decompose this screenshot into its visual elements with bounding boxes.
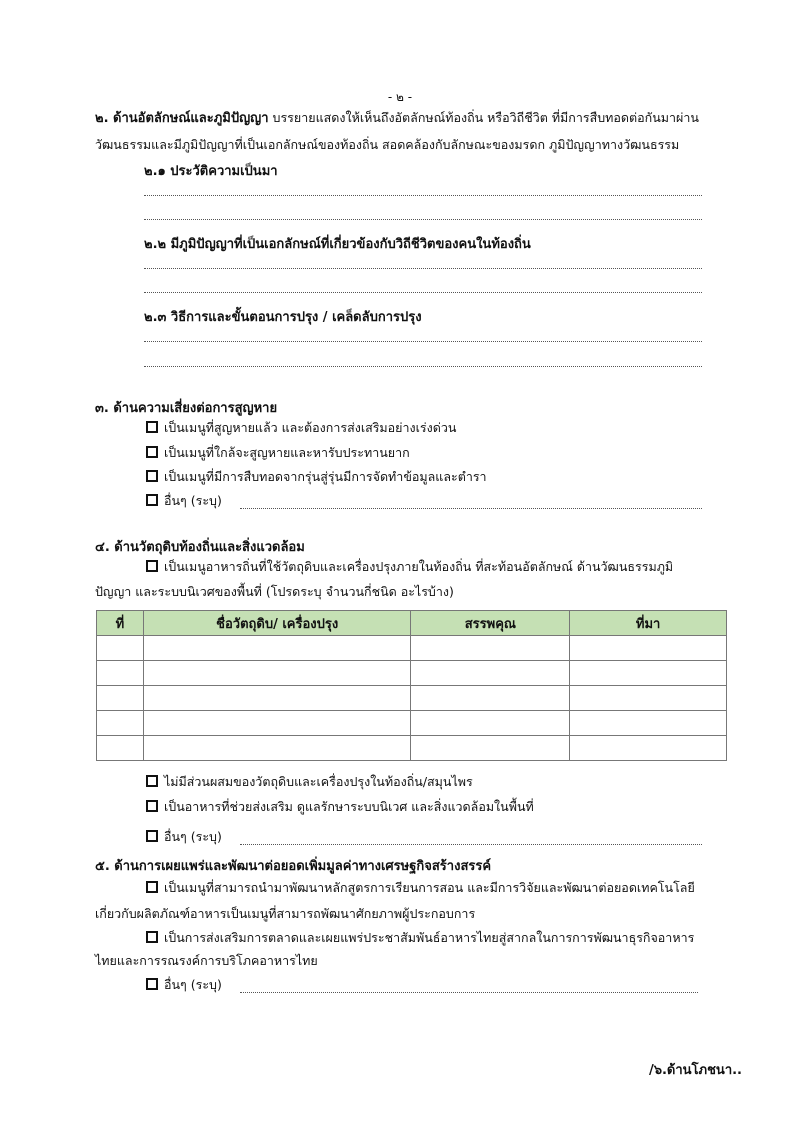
option-label: เป็นเมนูที่ใกล้จะสูญหายและหารับประทานยาก bbox=[164, 445, 410, 460]
column-header-properties: สรรพคุณ bbox=[411, 611, 570, 636]
column-header-ingredient: ชื่อวัตถุดิบ/ เครื่องปรุง bbox=[143, 611, 411, 636]
table-row bbox=[97, 636, 727, 661]
option-label: อื่นๆ (ระบุ) bbox=[164, 977, 222, 992]
section2-intro-text: บรรยายแสดงให้เห็นถึงอัตลักษณ์ท้องถิ่น หรือวิถีชีวิต ที่มีการสืบทอดต่อกันมาผ่าน bbox=[268, 110, 699, 125]
section2-intro-line2: วัฒนธรรมและมีภูมิปัญญาที่เป็นเอกลักษณ์ของท้องถิ่น สอดคล้องกับลักษณะของมรดก ภูมิปัญญาทางวัฒนธรรม bbox=[95, 137, 680, 152]
option-label: เป็นอาหารที่ช่วยส่งเสริม ดูแลรักษาระบบนิเวศ และสิ่งแวดล้อมในพื้นที่ bbox=[164, 799, 534, 814]
option-label: เป็นการส่งเสริมการตลาดและเผยแพร่ประชาสัมพันธ์อาหารไทยสู่สากลในการการพัฒนาธุรกิจอาหาร bbox=[164, 930, 695, 945]
option-label: อื่นๆ (ระบุ) bbox=[164, 493, 222, 508]
other-specify-line[interactable] bbox=[240, 992, 698, 993]
section4-heading: ๔. ด้านวัตถุดิบท้องถิ่นและสิ่งแวดล้อม bbox=[95, 540, 305, 555]
page-number: - ๒ - bbox=[387, 90, 413, 104]
checkbox[interactable] bbox=[146, 494, 158, 506]
option-label: เป็นเมนูที่มีการสืบทอดจากรุ่นสู่รุ่นมีการจัดทำข้อมูลและตำรา bbox=[164, 469, 487, 484]
answer-line[interactable] bbox=[144, 219, 702, 220]
table-cell[interactable] bbox=[143, 736, 411, 761]
section3-option-other[interactable] bbox=[146, 493, 222, 509]
section4-option-2[interactable] bbox=[146, 774, 473, 790]
table-cell[interactable] bbox=[143, 636, 411, 661]
table-row bbox=[97, 736, 727, 761]
table-cell[interactable] bbox=[143, 711, 411, 736]
section5-option-2[interactable] bbox=[146, 930, 694, 946]
checkbox[interactable] bbox=[146, 931, 158, 943]
ingredients-table bbox=[96, 610, 727, 761]
column-header-source: ที่มา bbox=[570, 611, 727, 636]
option-label: ไม่มีส่วนผสมของวัตถุดิบและเครื่องปรุงในท้องถิ่น/สมุนไพร bbox=[164, 774, 473, 789]
answer-line[interactable] bbox=[144, 268, 702, 269]
table-cell[interactable] bbox=[143, 661, 411, 686]
table-cell[interactable] bbox=[570, 711, 727, 736]
other-specify-line[interactable] bbox=[240, 508, 702, 509]
section4-option-other[interactable] bbox=[146, 829, 222, 845]
table-cell[interactable] bbox=[411, 636, 570, 661]
table-cell[interactable] bbox=[143, 686, 411, 711]
section2-intro-line1 bbox=[95, 110, 699, 127]
section5-option-1[interactable] bbox=[146, 880, 695, 896]
table-cell[interactable] bbox=[97, 736, 144, 761]
section3-option-1[interactable] bbox=[146, 420, 456, 436]
table-cell[interactable] bbox=[411, 686, 570, 711]
section5-option-1-cont: เกี่ยวกับผลิตภัณฑ์อาหารเป็นเมนูที่สามารถพัฒนาศักยภาพผู้ประกอบการ bbox=[95, 906, 476, 921]
answer-line[interactable] bbox=[144, 366, 702, 367]
checkbox[interactable] bbox=[146, 800, 158, 812]
checkbox[interactable] bbox=[146, 446, 158, 458]
option-label: อื่นๆ (ระบุ) bbox=[164, 829, 222, 844]
section5-option-other[interactable] bbox=[146, 977, 222, 993]
section4-option-3[interactable] bbox=[146, 799, 534, 815]
table-cell[interactable] bbox=[570, 636, 727, 661]
checkbox[interactable] bbox=[146, 560, 158, 572]
section3-heading: ๓. ด้านความเสี่ยงต่อการสูญหาย bbox=[95, 401, 278, 416]
answer-line[interactable] bbox=[144, 195, 702, 196]
checkbox[interactable] bbox=[146, 470, 158, 482]
section3-option-3[interactable] bbox=[146, 469, 487, 485]
table-cell[interactable] bbox=[570, 686, 727, 711]
table-cell[interactable] bbox=[411, 711, 570, 736]
table-cell[interactable] bbox=[97, 661, 144, 686]
option-label: เป็นเมนูที่สูญหายแล้ว และต้องการส่งเสริมอย่างเร่งด่วน bbox=[164, 420, 457, 435]
section2-sub1-heading: ๒.๑ ประวัติความเป็นมา bbox=[144, 164, 278, 179]
section4-option-1[interactable] bbox=[146, 559, 673, 575]
table-cell[interactable] bbox=[411, 661, 570, 686]
answer-line[interactable] bbox=[144, 292, 702, 293]
checkbox[interactable] bbox=[146, 775, 158, 787]
table-cell[interactable] bbox=[97, 686, 144, 711]
checkbox[interactable] bbox=[146, 881, 158, 893]
table-row bbox=[97, 686, 727, 711]
option-label: เป็นเมนูที่สามารถนำมาพัฒนาหลักสูตรการเรียนการสอน และมีการวิจัยและพัฒนาต่อยอดเทคโนโลยี bbox=[164, 880, 695, 895]
checkbox[interactable] bbox=[146, 830, 158, 842]
table-cell[interactable] bbox=[411, 736, 570, 761]
other-specify-line[interactable] bbox=[240, 844, 702, 845]
section2-sub2-heading: ๒.๒ มีภูมิปัญญาที่เป็นเอกลักษณ์ที่เกี่ยวข้องกับวิถีชีวิตของคนในท้องถิ่น bbox=[144, 237, 531, 252]
checkbox[interactable] bbox=[146, 421, 158, 433]
table-cell[interactable] bbox=[570, 736, 727, 761]
answer-line[interactable] bbox=[144, 341, 702, 342]
section4-option-1-cont: ปัญญา และระบบนิเวศของพื้นที่ (โปรดระบุ จำนวนกี่ชนิด อะไรบ้าง) bbox=[95, 584, 454, 599]
section3-option-2[interactable] bbox=[146, 445, 410, 461]
table-header-row bbox=[97, 611, 727, 636]
table-row bbox=[97, 661, 727, 686]
table-cell[interactable] bbox=[97, 636, 144, 661]
table-cell[interactable] bbox=[97, 711, 144, 736]
option-label: เป็นเมนูอาหารถิ่นที่ใช้วัตถุดิบและเครื่องปรุงภายในท้องถิ่น ที่สะท้อนอัตลักษณ์ ด้านวัฒนธรรมภูมิ bbox=[164, 559, 674, 574]
table-row bbox=[97, 711, 727, 736]
section5-heading: ๕. ด้านการเผยแพร่และพัฒนาต่อยอดเพิ่มมูลค่าทางเศรษฐกิจสร้างสรรค์ bbox=[95, 859, 492, 874]
continuation-note: /๖.ด้านโภชนา.. bbox=[648, 1063, 742, 1078]
checkbox[interactable] bbox=[146, 978, 158, 990]
section5-option-2-cont: ไทยและการรณรงค์การบริโภคอาหารไทย bbox=[95, 953, 318, 968]
section2-heading: ๒. ด้านอัตลักษณ์และภูมิปัญญา bbox=[95, 111, 269, 126]
column-header-no: ที่ bbox=[97, 611, 144, 636]
table-cell[interactable] bbox=[570, 661, 727, 686]
section2-sub3-heading: ๒.๓ วิธีการและขั้นตอนการปรุง / เคล็ดลับการปรุง bbox=[144, 310, 422, 325]
